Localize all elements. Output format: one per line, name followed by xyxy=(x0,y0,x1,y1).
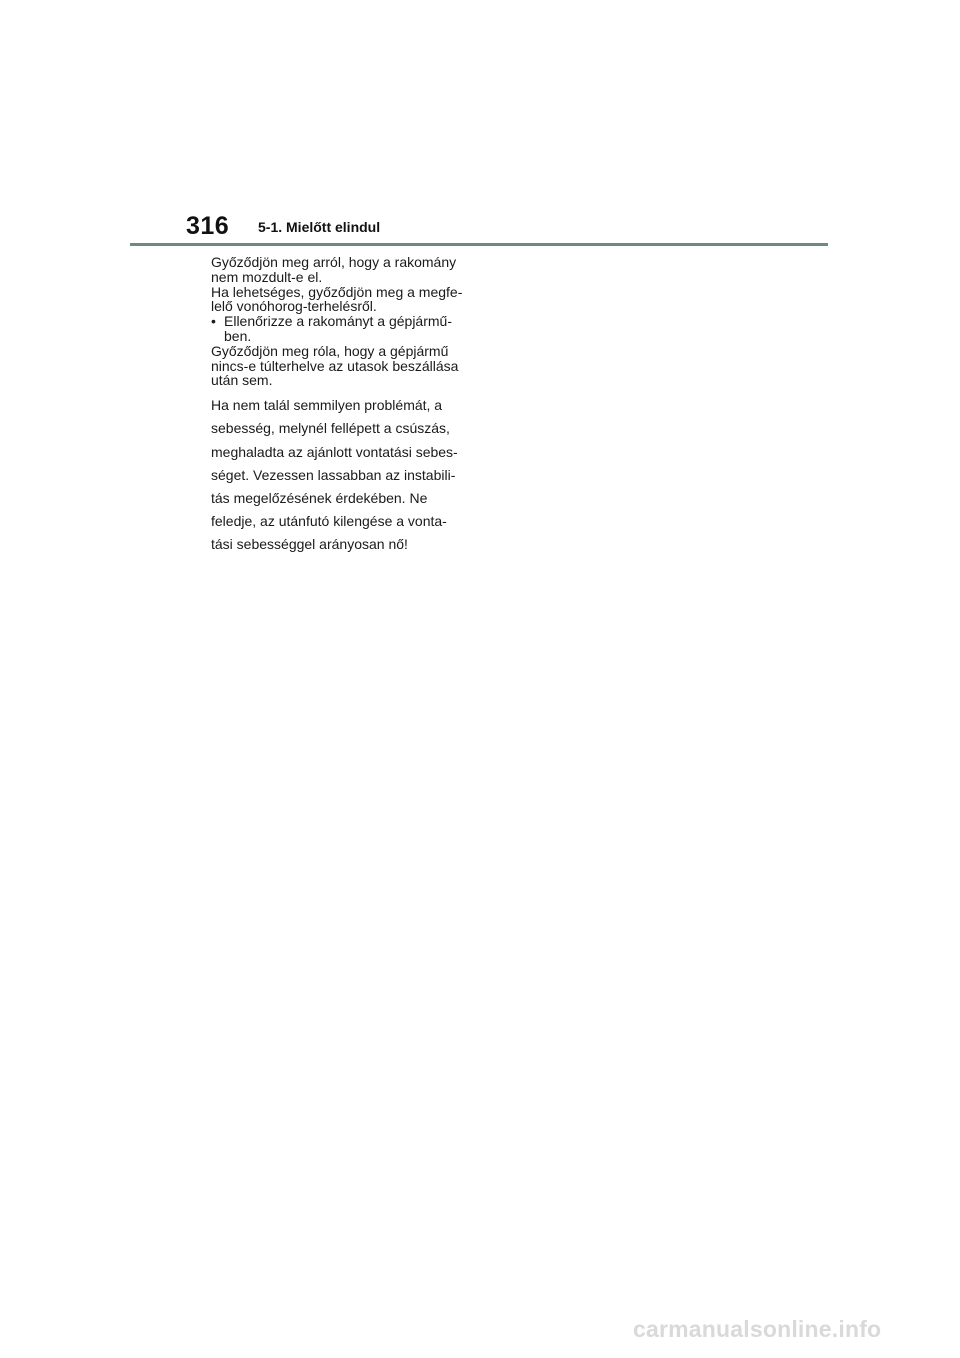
bullet-item xyxy=(211,314,473,344)
page-number: 316 xyxy=(186,212,230,240)
paragraph xyxy=(211,394,473,556)
body-text xyxy=(211,255,473,557)
text-line: nincs-e túlterhelve az utasok beszállása xyxy=(211,357,459,374)
bullet-text xyxy=(224,314,473,344)
text-line: után sem. xyxy=(211,372,273,389)
text-line: séget. Vezessen lassabban az instabili- xyxy=(211,466,456,483)
bullet-mark: • xyxy=(211,313,216,330)
text-line: Ha nem talál semmilyen problémát, a xyxy=(211,397,443,414)
text-line: meghaladta az ajánlott vontatási sebes- xyxy=(211,443,458,460)
text-line: tási sebességgel arányosan nő! xyxy=(211,536,408,553)
text-line: sebesség, melynél fellépett a csúszás, xyxy=(211,420,450,437)
text-line: ben. xyxy=(224,327,252,344)
text-line: tás megelőzésének érdekében. Ne xyxy=(211,489,428,506)
text-line: Győződjön meg róla, hogy a gépjármű xyxy=(211,342,449,359)
section-title: 5-1. Mielőtt elindul xyxy=(258,219,381,235)
text-line: Győződjön meg arról, hogy a rakomány xyxy=(211,254,457,270)
text-line: Ha lehetséges, győződjön meg a megfe- xyxy=(211,283,463,300)
text-line: nem mozdult-e el. xyxy=(211,268,323,285)
text-line: feledje, az utánfutó kilengése a vonta- xyxy=(211,513,447,530)
watermark: carmanualsonline.info xyxy=(633,1316,882,1342)
text-line: lelő vonóhorog-terhelésről. xyxy=(211,298,377,315)
header-divider xyxy=(130,243,828,246)
text-line: Ellenőrizze a rakományt a gépjármű- xyxy=(224,313,452,330)
